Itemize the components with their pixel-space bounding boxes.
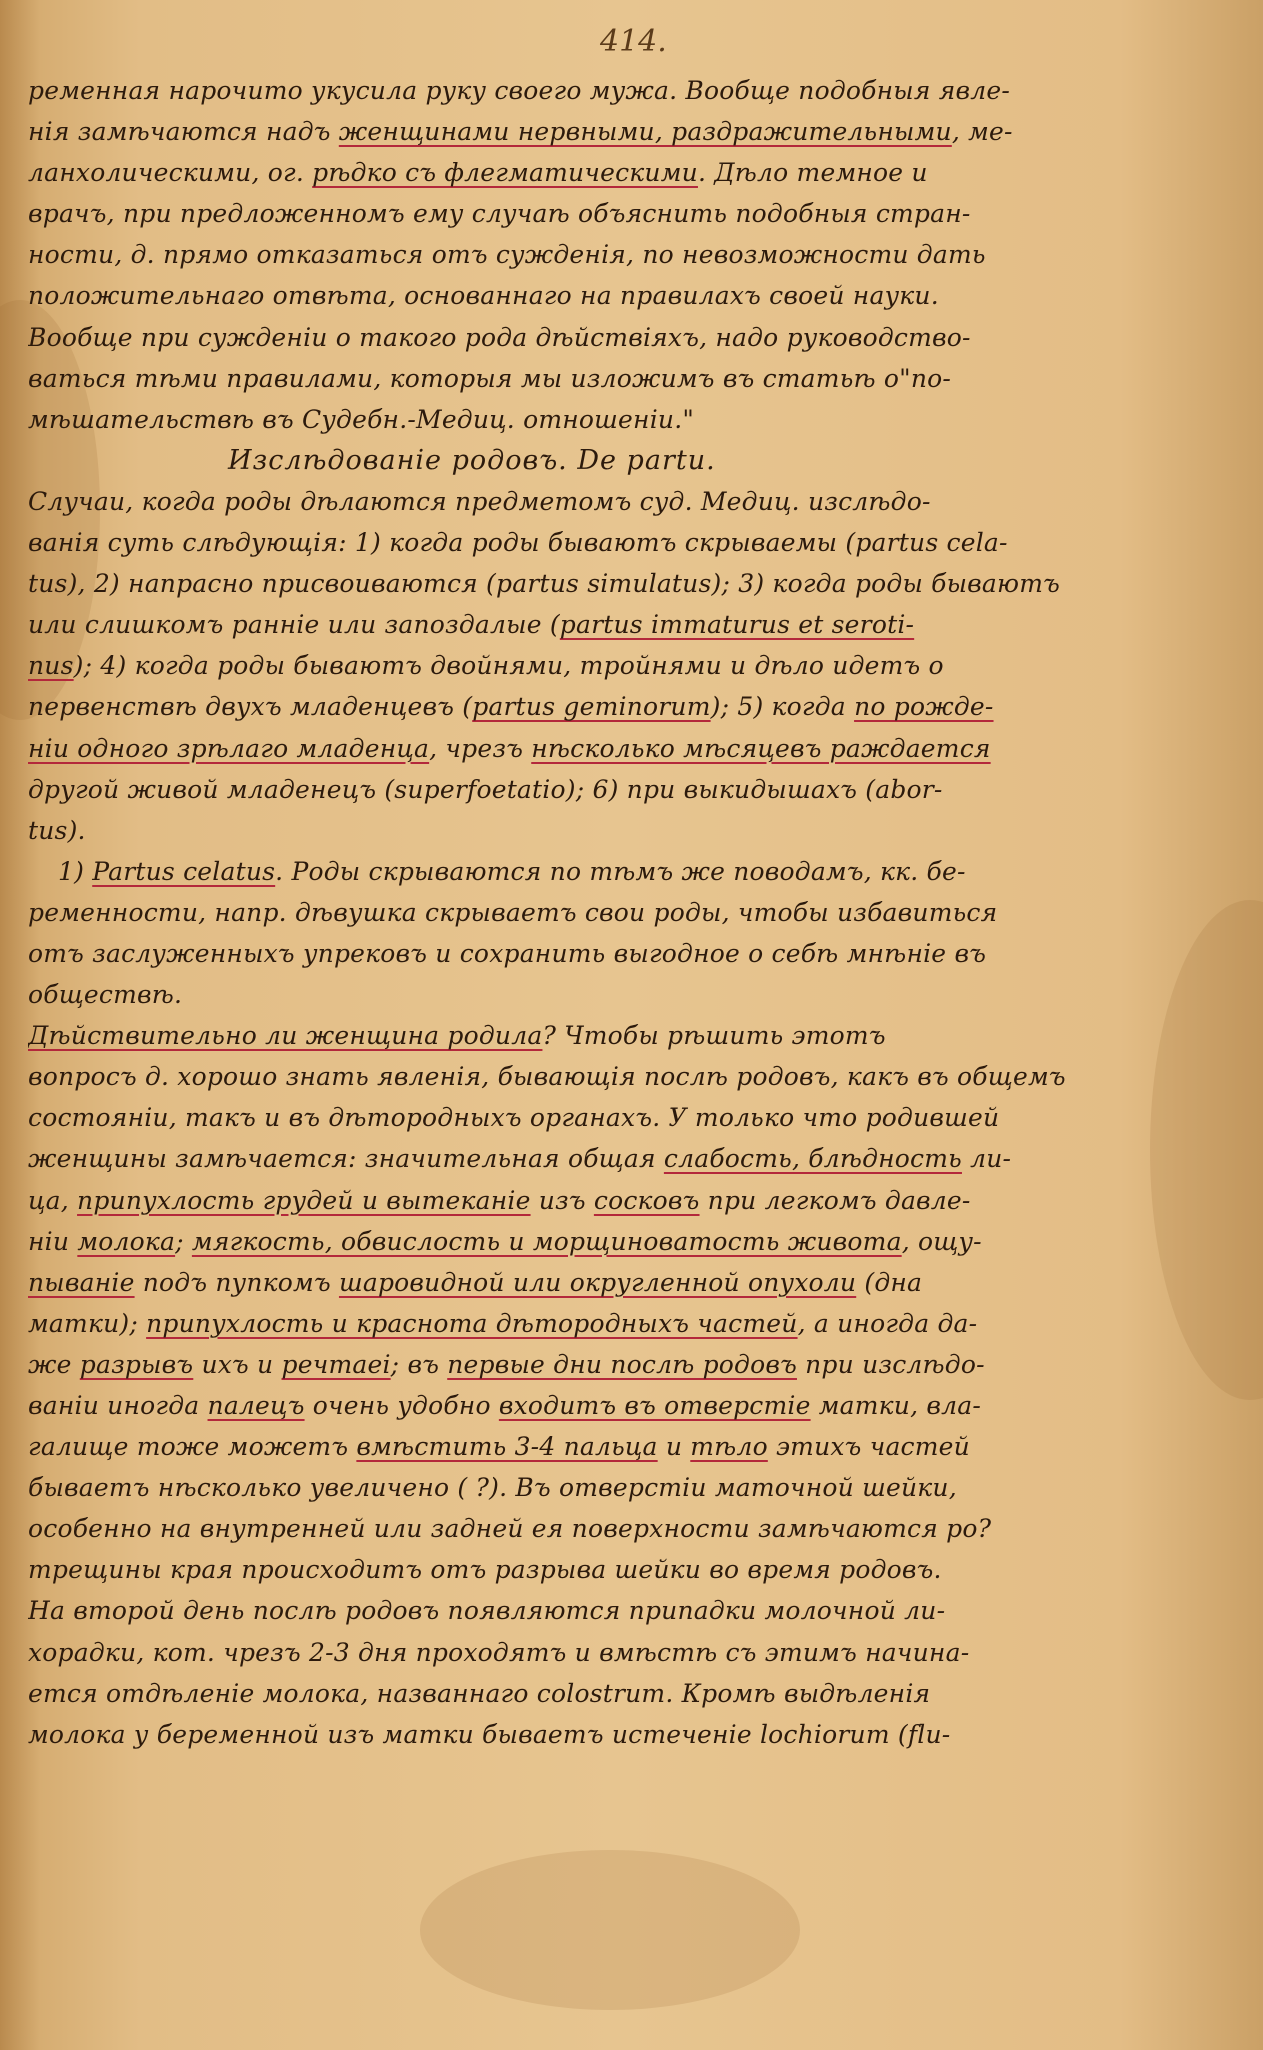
text-line <box>28 974 1233 1015</box>
text-line <box>28 1221 1233 1262</box>
text-run: ; <box>175 1226 192 1256</box>
text-line <box>28 234 1233 275</box>
text-line <box>28 1056 1233 1097</box>
text-line <box>28 1303 1233 1344</box>
text-run: врачъ, при предложенномъ ему случаѣ объяснить подобныя стран- <box>28 199 971 229</box>
text-run: другой живой младенецъ (superfoetatio); 6) при выкидышахъ (abor- <box>28 774 943 804</box>
text-line <box>28 769 1233 810</box>
text-run: (дна <box>856 1267 923 1297</box>
text-line <box>28 810 1233 851</box>
text-run: при легкомъ давле- <box>699 1185 971 1215</box>
text-run: при изслѣдо- <box>796 1349 985 1379</box>
text-line <box>28 686 1233 727</box>
text-run: обществѣ. <box>28 980 183 1010</box>
text-run: молока у беременной изъ матки бываетъ истеченіе lochiorum (flu- <box>28 1719 951 1749</box>
text-line <box>28 193 1233 234</box>
underlined-phrase: мягкость, обвислость и морщиноватость живота <box>191 1226 902 1256</box>
text-line <box>28 1138 1233 1179</box>
text-run: матки); <box>28 1308 147 1338</box>
text-line <box>28 604 1233 645</box>
text-run: . Дѣло темное и <box>697 158 928 188</box>
section-heading <box>28 440 1233 481</box>
text-line <box>28 317 1233 358</box>
text-run: , чрезъ <box>429 733 532 763</box>
text-run: и <box>657 1432 691 1462</box>
text-run: очень удобно <box>304 1391 499 1420</box>
page-number: 414. <box>600 24 667 59</box>
text-line <box>28 1590 1233 1631</box>
text-line <box>28 1467 1233 1508</box>
text-run: ваніи иногда <box>28 1391 208 1420</box>
text-line <box>28 70 1233 111</box>
text-line <box>28 933 1233 974</box>
text-run: подъ пупкомъ <box>134 1267 339 1297</box>
text-line <box>28 522 1233 563</box>
text-run: ности, д. прямо отказаться отъ сужденія, по невозможности дать <box>28 240 986 270</box>
text-line <box>28 1426 1233 1467</box>
underlined-phrase: слабость, блѣдность <box>663 1144 962 1174</box>
text-run: матки, вла- <box>810 1391 982 1420</box>
text-run: бываетъ нѣсколько увеличено ( ?). Въ отверстіи маточной шейки, <box>28 1473 957 1503</box>
text-run: ременная нарочито укусила руку своего мужа. Вообще подобныя явле- <box>28 76 1011 105</box>
text-line <box>28 481 1233 522</box>
underlined-phrase: молока <box>77 1226 176 1256</box>
text-run: нія замѣчаются надъ <box>28 117 339 147</box>
text-run: ; въ <box>390 1349 448 1379</box>
text-line <box>28 563 1233 604</box>
text-run: ); 4) когда роды бываютъ двойнями, тройнями и дѣло идетъ о <box>73 651 944 681</box>
text-line <box>28 1673 1233 1714</box>
underlined-phrase: первые дни послѣ родовъ <box>447 1349 797 1379</box>
text-run: ваться тѣми правилами, которыя мы изложимъ въ статьѣ о"по- <box>28 363 952 393</box>
text-line <box>28 152 1233 193</box>
text-line <box>28 1097 1233 1138</box>
underlined-phrase: по рожде- <box>854 692 994 722</box>
text-run: ихъ и <box>193 1349 282 1379</box>
text-run: ется отдѣленіе молока, названнаго colostrum. Кромѣ выдѣленія <box>28 1678 931 1708</box>
text-line <box>28 1344 1233 1385</box>
underlined-phrase: палецъ <box>207 1391 305 1420</box>
text-run: Вообще при сужденіи о такого рода дѣйствіяхъ, надо руководство- <box>28 322 971 352</box>
handwritten-text-block <box>28 70 1233 1755</box>
underlined-phrase: разрывъ <box>79 1349 194 1379</box>
text-run: На второй день послѣ родовъ появляются припадки молочной ли- <box>28 1596 946 1626</box>
text-run: мѣшательствѣ въ Судебн.-Медиц. отношеніи." <box>28 404 695 434</box>
text-run: ременности, напр. дѣвушка скрываетъ свои роды, чтобы избавиться <box>28 897 998 927</box>
underlined-phrase: partus immaturus et serotі- <box>559 610 915 640</box>
text-run: же <box>28 1349 80 1379</box>
text-line <box>28 1180 1233 1221</box>
underlined-phrase: шаровидной или округленной опухоли <box>338 1267 857 1297</box>
text-run: Случаи, когда роды дѣлаются предметомъ суд. Медиц. изслѣдо- <box>28 486 931 516</box>
text-run: , ощу- <box>901 1226 982 1256</box>
text-run: отъ заслуженныхъ упрековъ и сохранить выгодное о себѣ мнѣніе въ <box>28 938 987 968</box>
text-line <box>28 728 1233 769</box>
underlined-phrase: Partus celatus <box>92 856 276 886</box>
text-line <box>28 358 1233 399</box>
text-run: положительнаго отвѣта, основаннаго на правилахъ своей науки. <box>28 281 939 311</box>
underlined-phrase: женщинами нервными, раздражительными <box>338 117 952 147</box>
text-run: ланхолическими, ог. <box>28 158 313 188</box>
text-run: , ме- <box>951 117 1013 147</box>
text-line <box>28 892 1233 933</box>
text-run: ); 5) когда <box>710 692 855 722</box>
text-line <box>28 1549 1233 1590</box>
text-run: изъ <box>530 1185 594 1215</box>
text-run: галище тоже можетъ <box>28 1432 357 1462</box>
underlined-phrase: Дѣйствительно ли женщина родила <box>28 1021 543 1051</box>
text-run: 1) <box>58 856 93 886</box>
text-line <box>28 1262 1233 1303</box>
underlined-phrase: рѣдко съ флегматическими <box>312 158 698 188</box>
text-run: хорадки, кот. чрезъ 2-3 дня проходятъ и вмѣстѣ съ этимъ начина- <box>28 1637 970 1667</box>
text-run: первенствѣ двухъ младенцевъ ( <box>28 692 473 722</box>
text-run: трещины края происходитъ отъ разрыва шейки во время родовъ. <box>28 1555 942 1585</box>
text-line <box>28 645 1233 686</box>
text-run: ли- <box>961 1144 1012 1174</box>
text-run: вопросъ д. хорошо знать явленія, бывающія послѣ родовъ, какъ въ общемъ <box>28 1062 1066 1092</box>
underlined-phrase: нѣсколько мѣсяцевъ раждается <box>531 733 991 763</box>
text-run: . Роды скрываются по тѣмъ же поводамъ, кк. бе- <box>275 856 966 886</box>
underlined-phrase: пываніе <box>28 1267 135 1297</box>
text-run: tus), 2) напрасно присвоиваются (partus simulatus); 3) когда роды бываютъ <box>28 569 1061 599</box>
underlined-phrase: вмѣстить 3-4 пальца <box>356 1432 658 1462</box>
underlined-phrase: partus geminorum <box>472 692 711 722</box>
underlined-phrase: припухлость и краснота дѣтородныхъ частей <box>146 1308 798 1338</box>
text-run: ніи <box>28 1226 78 1256</box>
text-line <box>28 111 1233 152</box>
text-run: Изслѣдованіе родовъ. De partu. <box>228 444 716 476</box>
text-run: , а иногда да- <box>797 1308 978 1338</box>
text-run: ? Чтобы рѣшить этотъ <box>542 1021 886 1051</box>
text-line <box>28 1385 1233 1426</box>
text-run: или слишкомъ ранніе или запоздалые ( <box>28 610 560 640</box>
underlined-phrase: входитъ въ отверстіе <box>498 1391 811 1420</box>
text-line <box>28 1632 1233 1673</box>
paper-stain <box>420 1850 800 2010</box>
text-line <box>28 1015 1233 1056</box>
text-line <box>28 275 1233 316</box>
underlined-phrase: припухлость грудей и вытеканіе <box>77 1185 531 1215</box>
underlined-phrase: тѣло <box>690 1432 768 1462</box>
underlined-phrase: речтаеі <box>281 1349 391 1379</box>
text-run: tus). <box>28 815 86 845</box>
text-run: особенно на внутренней или задней ея поверхности замѣчаются ро? <box>28 1514 992 1544</box>
text-line <box>28 1714 1233 1755</box>
text-run: ца, <box>28 1185 78 1215</box>
underlined-phrase: ніи одного зрѣлаго младенца <box>28 733 430 763</box>
text-line <box>28 1508 1233 1549</box>
underlined-phrase: сосковъ <box>593 1185 700 1215</box>
text-line <box>28 399 1233 440</box>
text-run: этихъ частей <box>767 1432 970 1462</box>
text-run: ванія суть слѣдующія: 1) когда роды бываютъ скрываемы (partus cela- <box>28 528 1008 558</box>
text-run: состояніи, такъ и въ дѣтородныхъ органахъ. У только что родившей <box>28 1103 1000 1133</box>
underlined-phrase: nus <box>28 651 74 681</box>
text-run: женщины замѣчается: значительная общая <box>28 1144 664 1174</box>
text-line <box>28 851 1233 892</box>
